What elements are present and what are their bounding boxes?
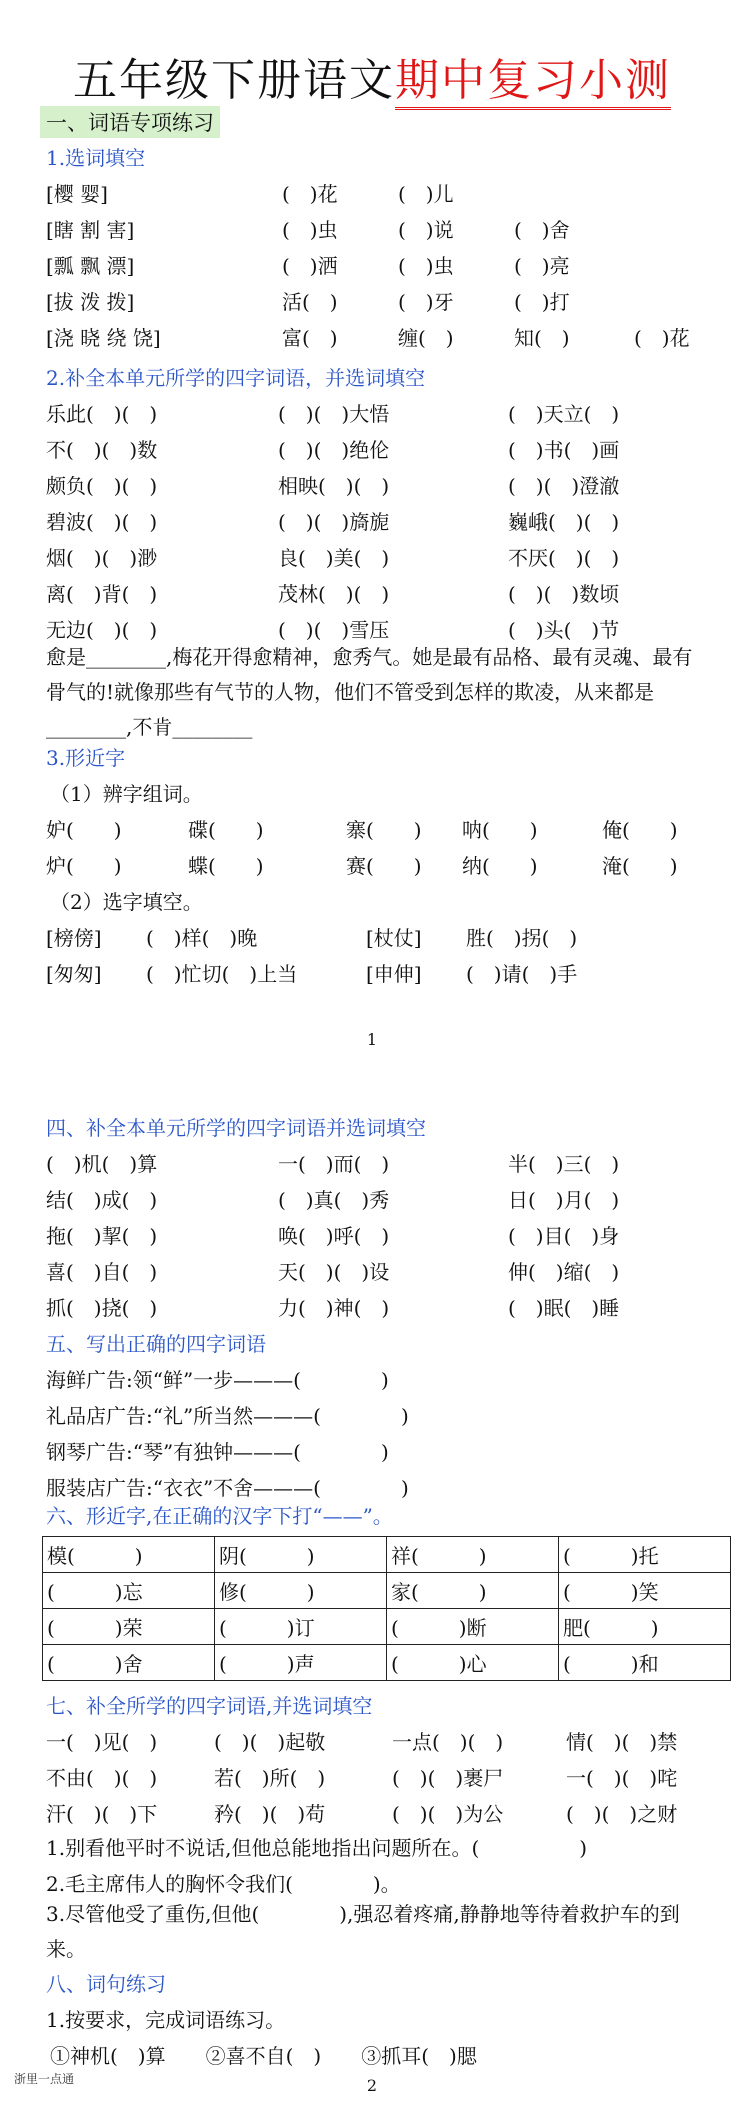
table-row	[43, 1645, 731, 1681]
part3-row2-cell: ( )忙切( )上当	[146, 962, 298, 986]
table-cell: ( )荣	[43, 1609, 215, 1645]
section1-heading: 一、词语专项练习	[40, 106, 220, 138]
section7-row-cell: 矜( )( )苟	[214, 1802, 326, 1826]
part3-row2-cell: [申伸]	[366, 962, 422, 986]
section4-row-cell: ( )目( )身	[508, 1224, 620, 1248]
part1-row-cell: ( )虫	[398, 254, 454, 278]
part1-row-cell: ( )打	[514, 290, 570, 314]
part3-row1-cell: 纳( )	[462, 854, 538, 878]
fill-paragraph: 愈是________,梅花开得愈精神，愈秀气。她是最有品格、最有灵魂、最有骨气的!就像那些有气节的人物，他们不管受到怎样的欺凌，从来都是________,不肯________	[46, 645, 693, 739]
part3-row2-cell: [杖仗]	[366, 926, 422, 950]
section7-row-cell: ( )( )起敬	[214, 1730, 326, 1754]
part1-row-cell: ( )牙	[398, 290, 454, 314]
section7-row-cell: 若( )所( )	[214, 1766, 326, 1790]
part2-row-cell: 离( )背( )	[46, 582, 158, 606]
part1-row-cell: ( )儿	[398, 182, 454, 206]
section4-row-cell: ( )机( )算	[46, 1152, 158, 1176]
part2-row-cell: 乐此( )( )	[46, 402, 158, 426]
table-cell: 模( )	[43, 1537, 215, 1573]
page-title	[0, 44, 744, 108]
table-row	[43, 1537, 731, 1573]
part1-row-cell: ( )花	[634, 326, 690, 350]
footer-brand: 浙里一点通	[14, 2072, 75, 2086]
part2-row-cell: 无边( )( )	[46, 618, 158, 642]
table-cell: ( )托	[559, 1537, 731, 1573]
part1-row-cell: [樱 婴]	[46, 182, 108, 206]
section7-heading: 七、补全所学的四字词语,并选词填空	[46, 1694, 373, 1718]
section8-heading: 八、词句练习	[46, 1972, 166, 1996]
table-cell: 修( )	[215, 1573, 387, 1609]
section4-row-cell: 抓( )挠( )	[46, 1296, 158, 1320]
part1-row-cell: ( )舍	[514, 218, 570, 242]
part3-row2-cell: ( )样( )晚	[146, 926, 258, 950]
section7-row-cell: 汗( )( )下	[46, 1802, 158, 1826]
section4-row-cell: 一( )而( )	[278, 1152, 390, 1176]
part2-row-cell: ( )( )雪压	[278, 618, 390, 642]
part1-row-cell: [浇 晓 绕 饶]	[46, 326, 161, 350]
page-number-2: 2	[366, 2076, 378, 2095]
part2-row-cell: ( )天立( )	[508, 402, 620, 426]
part1-heading: 1.选词填空	[46, 146, 146, 170]
part2-row-cell: 烟( )( )渺	[46, 546, 158, 570]
part1-row-cell: 活( )	[282, 290, 338, 314]
section4-row-cell: 半( )三( )	[508, 1152, 620, 1176]
part2-row-cell: ( )( )数顷	[508, 582, 620, 606]
part3-row1-cell: 炉( )	[46, 854, 122, 878]
part3-row1-cell: 呐( )	[462, 818, 538, 842]
section7-row-cell: ( )( )为公	[392, 1802, 504, 1826]
part2-row-cell: 不厌( )( )	[508, 546, 620, 570]
part1-row-cell: ( )花	[282, 182, 338, 206]
part3-sub1: （1）辨字组词。	[50, 782, 203, 806]
section4-row-cell: 拖( )挈( )	[46, 1224, 158, 1248]
part3-row2-cell: [匆匆]	[46, 962, 102, 986]
table-cell: 肥( )	[559, 1609, 731, 1645]
part1-row-cell: [拔 泼 拨]	[46, 290, 135, 314]
section6-table	[42, 1536, 731, 1681]
section8-sub1: 1.按要求，完成词语练习。	[46, 2008, 286, 2032]
title-highlight: 期中复习小测	[395, 55, 671, 110]
part2-row-cell: ( )( )绝伦	[278, 438, 390, 462]
part2-row-cell: ( )( )大悟	[278, 402, 390, 426]
slogan-line: 钢琴广告:“琴”有独钟———( )	[46, 1440, 389, 1464]
table-row	[43, 1609, 731, 1645]
section7-row-cell: ( )( )之财	[566, 1802, 678, 1826]
table-cell: ( )心	[387, 1645, 559, 1681]
part2-row-cell: 碧波( )( )	[46, 510, 158, 534]
title-main: 五年级下册语文	[73, 55, 395, 106]
s7-sentence-2: 2.毛主席伟人的胸怀令我们( )。	[46, 1872, 401, 1896]
part3-row2-cell: ( )请( )手	[466, 962, 578, 986]
section4-row-cell: 天( )( )设	[278, 1260, 390, 1284]
part2-row-cell: 不( )( )数	[46, 438, 158, 462]
part1-row-cell: [瞎 割 害]	[46, 218, 135, 242]
part3-row1-cell: 妒( )	[46, 818, 122, 842]
part3-row1-cell: 赛( )	[346, 854, 422, 878]
part3-row2-cell: [榜傍]	[46, 926, 102, 950]
table-row	[43, 1573, 731, 1609]
part1-row-cell: [瓢 飘 漂]	[46, 254, 135, 278]
part1-row-cell: ( )洒	[282, 254, 338, 278]
part2-row-cell: 颇负( )( )	[46, 474, 158, 498]
section5-heading: 五、写出正确的四字词语	[46, 1332, 266, 1356]
part3-heading: 3.形近字	[46, 746, 126, 770]
table-cell: ( )订	[215, 1609, 387, 1645]
section7-row-cell: 情( )( )禁	[566, 1730, 678, 1754]
part2-row-cell: 相映( )( )	[278, 474, 390, 498]
part3-sub2: （2）选字填空。	[50, 890, 203, 914]
part3-row1-cell: 蝶( )	[188, 854, 264, 878]
section4-row-cell: 唤( )呼( )	[278, 1224, 390, 1248]
table-cell: 家( )	[387, 1573, 559, 1609]
section4-heading: 四、补全本单元所学的四字词语并选词填空	[46, 1116, 426, 1140]
part1-row-cell: ( )虫	[282, 218, 338, 242]
section4-row-cell: 喜( )自( )	[46, 1260, 158, 1284]
section4-row-cell: 伸( )缩( )	[508, 1260, 620, 1284]
section7-row-cell: 一点( )( )	[392, 1730, 504, 1754]
s7-sentence-1: 1.别看他平时不说话,但他总能地指出问题所在。( )	[46, 1836, 588, 1860]
section7-row-cell: ( )( )裹尸	[392, 1766, 504, 1790]
page-number-1: 1	[366, 1030, 378, 1049]
slogan-line: 服装店广告:“衣衣”不舍———( )	[46, 1476, 409, 1500]
part2-row-cell: 茂林( )( )	[278, 582, 390, 606]
part1-row-cell: 富( )	[282, 326, 338, 350]
section7-row-cell: 一( )( )咤	[566, 1766, 678, 1790]
part2-row-cell: ( )( )旖旎	[278, 510, 390, 534]
section4-row-cell: ( )眠( )睡	[508, 1296, 620, 1320]
part2-row-cell: ( )书( )画	[508, 438, 620, 462]
part2-heading: 2.补全本单元所学的四字词语，并选词填空	[46, 366, 426, 390]
table-cell: 祥( )	[387, 1537, 559, 1573]
part1-row-cell: ( )亮	[514, 254, 570, 278]
part3-row2-cell: 胜( )拐( )	[466, 926, 578, 950]
table-cell: ( )和	[559, 1645, 731, 1681]
slogan-line: 礼品店广告:“礼”所当然———( )	[46, 1404, 409, 1428]
section4-row-cell: ( )真( )秀	[278, 1188, 390, 1212]
part2-row-cell: 巍峨( )( )	[508, 510, 620, 534]
table-cell: ( )舍	[43, 1645, 215, 1681]
s7-sentence-3: 3.尽管他受了重伤,但他( ),强忍着疼痛,静静地等待着救护车的到来。	[46, 1902, 680, 1961]
section4-row-cell: 日( )月( )	[508, 1188, 620, 1212]
part3-row1-cell: 碟( )	[188, 818, 264, 842]
table-cell: ( )忘	[43, 1573, 215, 1609]
section7-row-cell: 不由( )( )	[46, 1766, 158, 1790]
part3-row1-cell: 俺( )	[602, 818, 678, 842]
slogan-line: 海鲜广告:领“鲜”一步———( )	[46, 1368, 389, 1392]
section7-row-cell: 一( )见( )	[46, 1730, 158, 1754]
section4-row-cell: 结( )成( )	[46, 1188, 158, 1212]
table-cell: ( )笑	[559, 1573, 731, 1609]
section4-row-cell: 力( )神( )	[278, 1296, 390, 1320]
section6-heading: 六、形近字,在正确的汉字下打“——”。	[46, 1504, 393, 1528]
part3-row1-cell: 寨( )	[346, 818, 422, 842]
table-cell: ( )断	[387, 1609, 559, 1645]
part2-row-cell: ( )( )澄澈	[508, 474, 620, 498]
table-cell: 阴( )	[215, 1537, 387, 1573]
part1-row-cell: 知( )	[514, 326, 570, 350]
table-cell: ( )声	[215, 1645, 387, 1681]
part2-row-cell: ( )头( )节	[508, 618, 620, 642]
part1-row-cell: 缠( )	[398, 326, 454, 350]
section8-items: ①神机( )算 ②喜不自( ) ③抓耳( )腮	[50, 2044, 477, 2068]
part1-row-cell: ( )说	[398, 218, 454, 242]
part2-row-cell: 良( )美( )	[278, 546, 390, 570]
part3-row1-cell: 淹( )	[602, 854, 678, 878]
